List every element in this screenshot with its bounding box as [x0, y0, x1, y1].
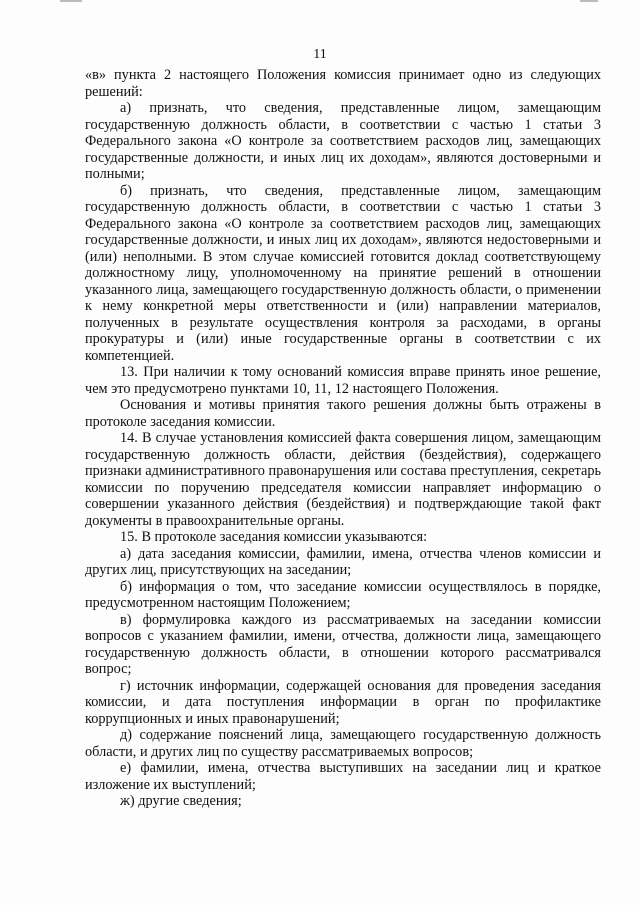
page-number: 11 [313, 47, 327, 62]
paragraph-list-zh: ж) другие сведения; [120, 793, 242, 809]
paragraph-list-v: в) формулировка каждого из рассматриваемых на заседании комиссии вопросов с указанием фамилии, имени, отчества, должности лица, замещающего государственную должность области, в отношении которого рассматривался вопрос; [85, 611, 601, 677]
paragraph-list-e: е) фамилии, имена, отчества выступивших на заседании лиц и краткое изложение их выступлений; [85, 760, 601, 793]
paragraph-list-g: г) источник информации, содержащей основания для проведения заседания комиссии, и дата поступления информации в орган по профилактике коррупционных и иных правонарушений; [85, 677, 601, 727]
paragraph-intro: «в» пункта 2 настоящего Положения комиссия принимает одно из следующих решений: [85, 67, 601, 100]
paragraph-list-d: д) содержание пояснений лица, замещающего государственную должность области, и других лиц по существу рассматриваемых вопросов; [85, 727, 601, 760]
paragraph-item-a: а) признать, что сведения, представленные лицом, замещающим государственную должность области, в соответствии с частью 1 статьи 3 Федерального закона «О контроле за соответствием расходов лиц, замещающих государственные должности, и иных лиц их доходам», являются достоверными и полными; [85, 100, 601, 182]
scan-edge-mark [60, 0, 82, 2]
paragraph-grounds: Основания и мотивы принятия такого решения должны быть отражены в протоколе заседания комиссии. [85, 397, 601, 430]
paragraph-clause-15: 15. В протоколе заседания комиссии указываются: [120, 529, 428, 545]
paragraph-list-b: б) информация о том, что заседание комиссии осуществлялось в порядке, предусмотренном настоящим Положением; [85, 578, 601, 611]
paragraph-item-b: б) признать, что сведения, представленные лицом, замещающим государственную должность области, в соответствии с частью 1 статьи 3 Федерального закона «О контроле за соответствием расходов лиц, замещающих государственные должности, и иных лиц их доходам», являются недостоверными и (или) неполными. В этом случае комиссией готовится доклад соответствующему должностному лицу, уполномоченному на принятие решений в отношении указанного лица, замещающего государственную должность области, о применении к нему конкретной меры ответственности и (или) направлении материалов, полученных в результате осуществления контроля за расходами, в органы прокуратуры и (или) иные государственные органы в соответствии с их компетенцией. [85, 182, 601, 364]
scan-edge-mark [580, 0, 598, 2]
document-body [85, 67, 601, 810]
paragraph-list-a: а) дата заседания комиссии, фамилии, имена, отчества членов комиссии и других лиц, присутствующих на заседании; [85, 545, 601, 578]
paragraph-clause-14: 14. В случае установления комиссией факта совершения лицом, замещающим государственную должность области, действия (бездействия), содержащего признаки административного правонарушения или состава преступления, секретарь комиссии по поручению председателя комиссии направляет информацию о совершении указанного действия (бездействия) и подтверждающие такой факт документы в правоохранительные органы. [85, 430, 601, 529]
paragraph-clause-13: 13. При наличии к тому оснований комиссия вправе принять иное решение, чем это предусмотрено пунктами 10, 11, 12 настоящего Положения. [85, 364, 601, 397]
